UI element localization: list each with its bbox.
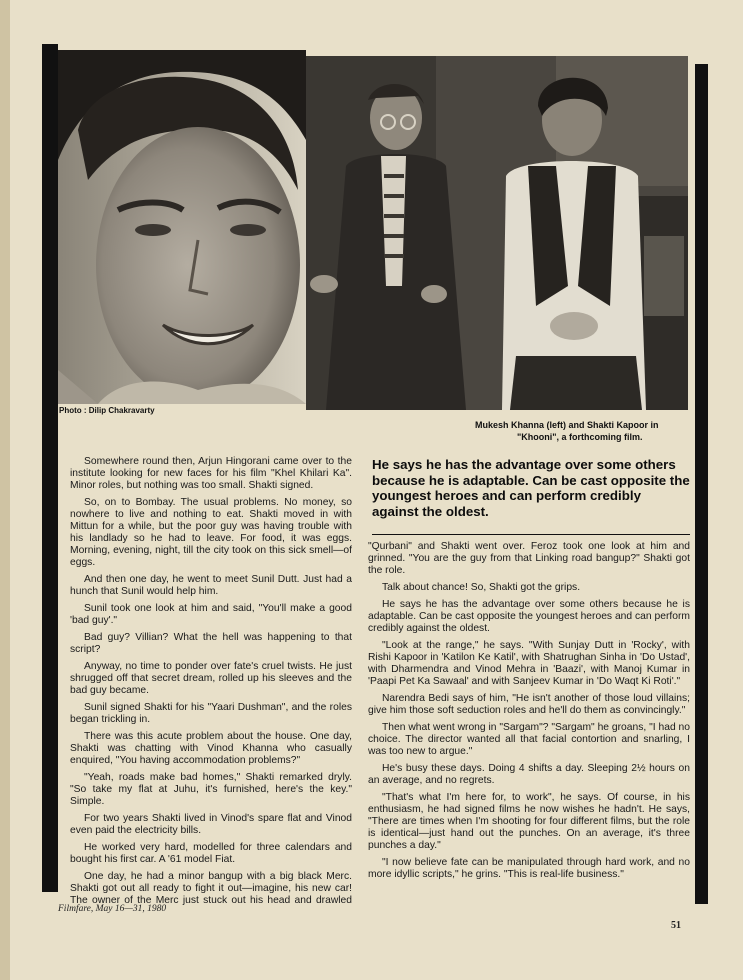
- portrait-photo: [58, 50, 306, 404]
- paragraph: One day, he had a minor bangup with a big black Merc. Shakti got out all ready to fight it out—imagine, his new car! The owner of the Merc just stuck out his head and drawled: [70, 871, 352, 906]
- article-column-right: [368, 541, 690, 905]
- paragraph: Anyway, no time to ponder over fate's cruel twists. He just shrugged off that secret dream, rolled up his sleeves and the bad guy became.: [70, 661, 352, 696]
- paragraph: He worked very hard, modelled for three calendars and bought his first car. A '61 model Fiat.: [70, 842, 352, 865]
- left-black-rule: [42, 44, 58, 892]
- magazine-footer: Filmfare, May 16—31, 1980: [58, 904, 167, 914]
- paragraph: So, on to Bombay. The usual problems. No money, so nowhere to live and nothing to eat. Shakti moved in with Mittun for a while, but the poor guy was having trouble with his landlady so he had to leave. For food, it was eggs. Morning, evening, night, till the city took on this sick smell—of eggs.: [70, 497, 352, 568]
- paragraph: Narendra Bedi says of him, "He isn't another of those loud villains; give him those soft seduction roles and he'll do them as convincingly.": [368, 693, 690, 716]
- paragraph: He's busy these days. Doing 4 shifts a day. Sleeping 2½ hours on an average, and no regrets.: [368, 763, 690, 786]
- paragraph: "I now believe fate can be manipulated through hard work, and no more idyllic scripts," he grins. "This is real-life business.": [368, 857, 690, 880]
- film-still-illustration: [306, 56, 688, 410]
- page-number: 51: [671, 920, 681, 931]
- khooni-film-still: [306, 56, 688, 410]
- paragraph: "Qurbani" and Shakti went over. Feroz took one look at him and grinned. "You are the guy from that Linking road bangup?" Shakti got the role.: [368, 541, 690, 576]
- page-edge: [0, 0, 10, 980]
- paragraph: Talk about chance! So, Shakti got the grips.: [382, 582, 581, 593]
- paragraph: For two years Shakti lived in Vinod's spare flat and Vinod even paid the electricity bills.: [70, 813, 352, 836]
- paragraph: "Yeah, roads make bad homes," Shakti remarked dryly. "So take my flat at Juhu, it's furnished, here's the key." Simple.: [70, 772, 352, 807]
- paragraph: "Look at the range," he says. "With Sunjay Dutt in 'Rocky', with Rishi Kapoor in 'Katilon Ke Katil', with Shatrughan Sinha in 'Do Ustad', with Dharmendra and Vinod Mehra in 'Baazi', with Manoj Kumar in 'Paapi Pet Ka Sawaal' and with Sanjeev Kumar in 'Do Waqt Ki Roti'.": [368, 640, 690, 687]
- photo-caption-line1: Mukesh Khanna (left) and Shakti Kapoor in: [475, 420, 659, 430]
- portrait-illustration: [58, 50, 306, 404]
- photo-credit: Photo : Dilip Chakravarty: [59, 406, 155, 415]
- paragraph: Then what went wrong in "Sargam"? "Sargam" he groans, "I had no choice. The director wanted all that facial contortion and snarling, I was too new to argue.": [368, 722, 690, 757]
- paragraph: He says he has the advantage over some others because he is adaptable. Can be cast opposite the youngest heroes and can perform credibly against the oldest.: [368, 599, 690, 634]
- paragraph: Somewhere round then, Arjun Hingorani came over to the institute looking for new faces for his film "Khel Khilari Ka". Minor roles, but nothing was too small. Shakti signed.: [70, 456, 352, 491]
- pull-quote-rule: [372, 534, 690, 535]
- paragraph: Bad guy? Villian? What the hell was happening to that script?: [70, 632, 352, 655]
- paragraph: Sunil took one look at him and said, "You'll make a good 'bad guy'.": [70, 603, 352, 626]
- pull-quote: He says he has the advantage over some others because he is adaptable. Can be cast opposite the youngest heroes and can perform credibly against the oldest.: [372, 457, 690, 519]
- right-black-rule: [695, 64, 708, 904]
- photo-caption-line2: "Khooni", a forthcoming film.: [517, 432, 643, 442]
- paragraph: "That's what I'm here for, to work", he says. Of course, in his enthusiasm, he had signed films he now wishes he hadn't. He says, "There are times when I'm shooting for four different films, but the role is identical—just hand out the punches. On an average, it's three punches a day.": [368, 792, 690, 851]
- paragraph: There was this acute problem about the house. One day, Shakti was chatting with Vinod Khanna who casually enquired, "You having accommodation problems?": [70, 731, 352, 766]
- paragraph: Sunil signed Shakti for his "Yaari Dushman", and the roles began trickling in.: [70, 702, 352, 725]
- paragraph: And then one day, he went to meet Sunil Dutt. Just had a hunch that Sunil would help him.: [70, 574, 352, 597]
- article-column-left: [70, 456, 352, 906]
